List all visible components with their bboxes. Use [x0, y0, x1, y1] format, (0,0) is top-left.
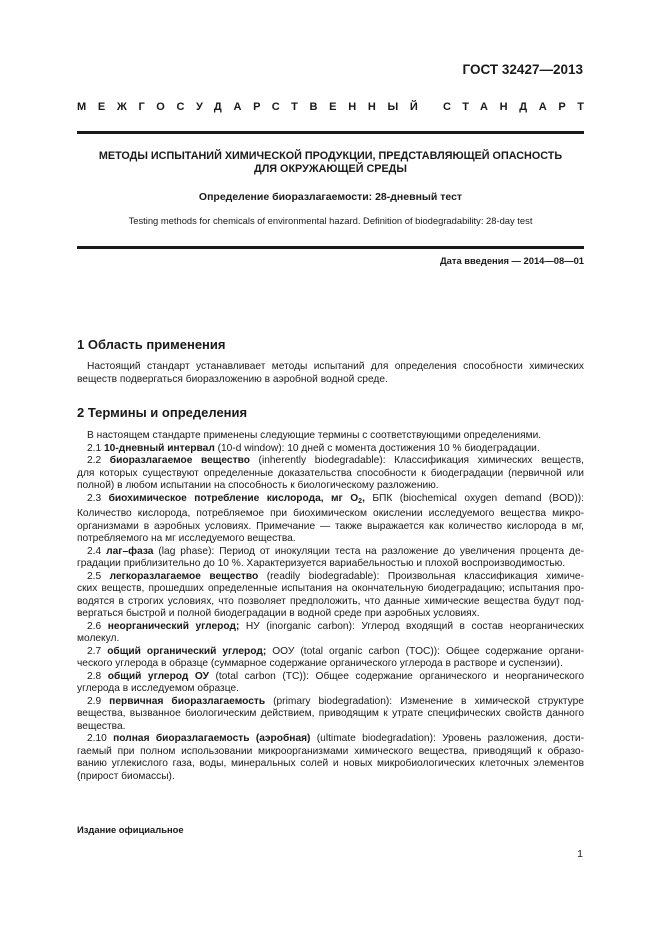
term-2-6-line-1	[77, 621, 584, 634]
term-2-10-line-4: (прирост биомассы).	[77, 770, 175, 782]
term-punctuation: ,	[362, 492, 365, 504]
english-title: Testing methods for chemicals of environmental hazard. Definition of biodegradability: 28-day test	[128, 215, 533, 226]
term-number: 2.7	[87, 645, 102, 657]
term-2-4-line-2: градации приблизительно до 10 %. Характеризуется вариабельностью и плохой воспроизводимостью.	[77, 558, 566, 569]
term-2-5-line-3: водятся в строгих условиях, что позволяет предположить, что данные химические вещества будут под-	[77, 595, 584, 607]
term-2-3-line-3: организмами в аэробных условиях. Примечание — также выражается как количество кислорода в мг,	[77, 520, 584, 532]
section-1-body	[77, 361, 584, 386]
term-definition: (total carbon (TC)): Общее содержание органического и неорганического	[208, 670, 584, 682]
term-name: 10-дневный интервал	[104, 442, 215, 454]
term-2-3-line-1	[77, 493, 584, 509]
term-name: общий органический углерод;	[107, 645, 267, 657]
term-definition: (ultimate biodegradation): Уровень разложения, дости-	[310, 733, 584, 744]
term-name: биоразлагаемое вещество	[109, 455, 250, 466]
term-number: 2.2	[87, 455, 102, 466]
term-definition: (readily biodegradable): Произвольная классификация химиче-	[258, 570, 584, 582]
term-number: 2.1	[87, 442, 102, 454]
term-name: лаг–фаза	[106, 545, 154, 557]
term-2-9-line-1	[77, 696, 584, 709]
term-2-8-line-2: углерода в исследуемом образце.	[77, 683, 239, 694]
banner-word-standard: СТАНДАРТ	[442, 101, 596, 113]
term-number: 2.3	[87, 492, 102, 504]
section-1-heading: 1 Область применения	[77, 337, 226, 352]
term-name: первичная биоразлагаемость	[109, 695, 266, 707]
term-2-10-line-2: гаемый при полном использовании микроорганизмами химического вещества, приводящий к образо-	[77, 745, 584, 757]
section-2-intro: В настоящем стандарте применены следующие термины с соответствующими определениями.	[87, 430, 542, 441]
page-number: 1	[577, 848, 583, 860]
term-name: неорганический углерод;	[107, 620, 240, 632]
term-2-9-line-3: вещества.	[77, 720, 126, 732]
standard-code: ГОСТ 32427—2013	[462, 62, 583, 77]
term-number: 2.4	[87, 545, 102, 557]
title-line-1: МЕТОДЫ ИСПЫТАНИЙ ХИМИЧЕСКОЙ ПРОДУКЦИИ, ПРЕДСТАВЛЯЮЩЕЙ ОПАСНОСТЬ	[98, 150, 563, 162]
term-2-5-line-2: ских веществ, прошедших определенные испытания на окончательную биодеградацию; испытания про-	[77, 583, 584, 594]
section-2-heading: 2 Термины и определения	[77, 405, 248, 420]
term-name: биохимическое потребление кислорода, мг О	[108, 492, 359, 504]
top-rule	[77, 131, 584, 134]
term-definition: (primary biodegradation): Изменение в химической структуре	[265, 695, 584, 707]
term-definition: НУ (inorganic carbon): Углерод входящий в состав неорганических	[239, 620, 584, 632]
term-number: 2.6	[87, 620, 102, 632]
banner-word-interstate: МЕЖГОСУДАРСТВЕННЫЙ	[77, 101, 430, 113]
term-definition: (lag phase): Период от инокуляции теста на разложение до увеличения процента де-	[153, 545, 584, 557]
term-subscript: 2	[358, 497, 363, 505]
term-definition: (inherently biodegradable): Классификация химических веществ,	[249, 455, 584, 466]
term-number: 2.8	[87, 670, 102, 682]
term-definition: БПК (biochemical oxygen demand (BOD)):	[364, 492, 585, 504]
term-name: легкоразлагаемое вещество	[109, 570, 259, 582]
term-2-6-line-2: молекул.	[77, 633, 120, 644]
document-subtitle: Определение биоразлагаемости: 28-дневный тест	[198, 191, 463, 203]
term-2-5-line-1	[77, 571, 584, 584]
term-2-2-line-3: полной) в любом испытании на способность к биологическому разложению.	[77, 480, 439, 491]
term-name: полная биоразлагаемость (аэробная)	[113, 733, 311, 744]
title-bottom-rule	[77, 246, 584, 249]
introduction-date: Дата введения — 2014—08—01	[439, 255, 584, 266]
term-2-8-line-1	[77, 671, 584, 684]
term-definition: (10-d window): 10 дней с момента достижения 10 % биодеградации.	[214, 442, 540, 454]
title-line-2: ДЛЯ ОКРУЖАЮЩЕЙ СРЕДЫ	[254, 162, 407, 175]
term-number: 2.10	[87, 733, 107, 744]
document-title	[77, 150, 584, 175]
official-edition-label: Издание официальное	[77, 824, 184, 835]
term-2-10-line-1	[77, 733, 584, 746]
term-number: 2.5	[87, 570, 102, 582]
term-2-5-line-4: вергаться быстрой и полной биодеградации в водной среде при аэробных условиях.	[77, 608, 480, 619]
term-2-3-line-4: потребляемого на мг исследуемого вещества.	[77, 533, 296, 544]
section-1-line-2: веществ подвергаться биоразложению в аэробной водной среде.	[77, 373, 388, 385]
term-2-4-line-1	[77, 546, 584, 559]
term-2-1-line-1	[77, 443, 584, 456]
term-2-2-line-2: для которых существуют определенные доказательства способности к биодеградации (первичной или	[77, 467, 584, 479]
term-2-3-line-2: Количество кислорода, потребляемое при биохимическом окислении исследуемого вещества микро-	[77, 508, 584, 519]
term-2-7-line-1	[77, 646, 584, 659]
term-2-9-line-2: вещества, вызванное биологическим действием, приводящим к утрате специфических свойств данного	[77, 708, 584, 719]
section-2-body	[77, 430, 584, 783]
term-name: общий углерод ОУ	[107, 670, 209, 682]
term-number: 2.9	[87, 695, 102, 707]
term-definition: ООУ (total organic carbon (TOC)): Общее содержание органи-	[266, 645, 584, 657]
term-2-2-line-1	[77, 455, 584, 468]
term-2-10-line-3: ванию углекислого газа, воды, минеральных солей и новых микробиологических клеточных элементов	[77, 758, 584, 769]
section-1-line-1: Настоящий стандарт устанавливает методы испытаний для определения способности химических	[87, 361, 584, 372]
term-2-7-line-2: ческого углерода в образце (суммарное содержание органического углерода в растворе и суспензии).	[77, 658, 563, 669]
